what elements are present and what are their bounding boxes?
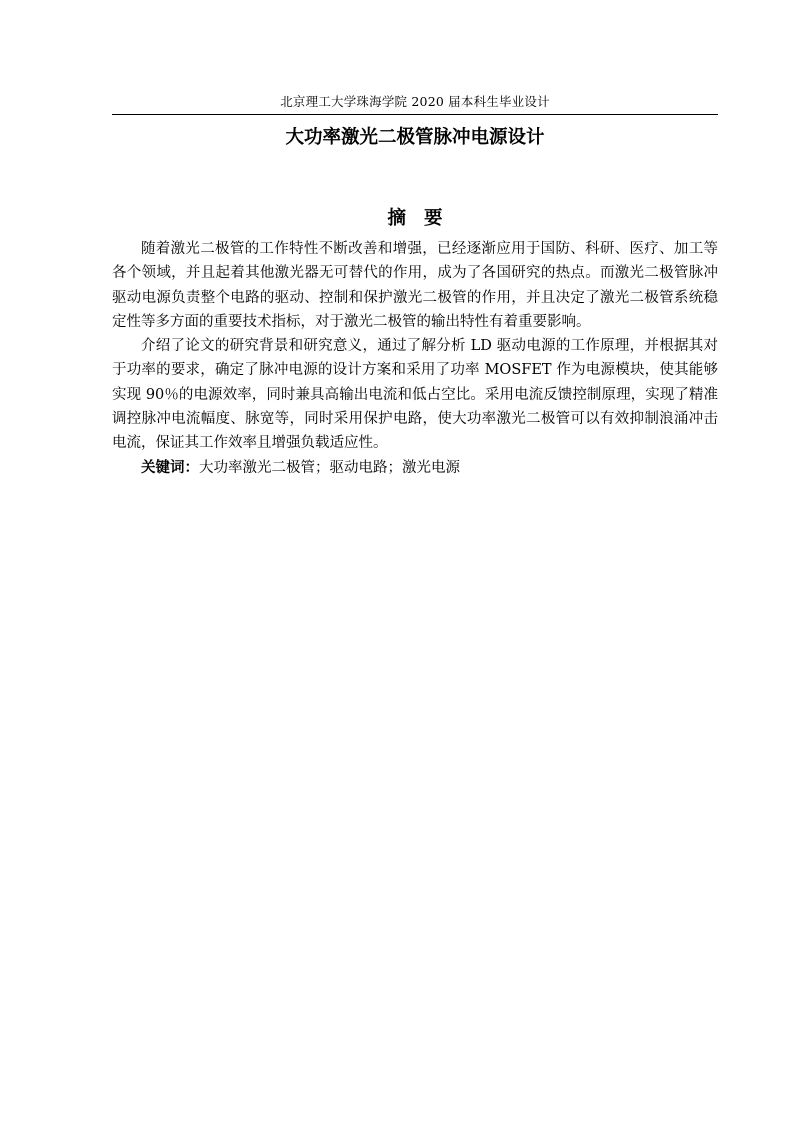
header-divider xyxy=(112,114,718,115)
keywords-label: 关键词： xyxy=(141,459,199,476)
abstract-heading-char-1: 摘 xyxy=(387,208,406,229)
keywords-line xyxy=(112,456,718,480)
abstract-heading xyxy=(112,205,718,233)
running-header: 北京理工大学珠海学院 2020 届本科生毕业设计 xyxy=(280,94,550,109)
keywords-text: 大功率激光二极管；驱动电路；激光电源 xyxy=(199,459,460,476)
abstract-body xyxy=(112,237,718,480)
thesis-title: 大功率激光二极管脉冲电源设计 xyxy=(285,127,545,148)
abstract-heading-char-2: 要 xyxy=(424,208,443,229)
abstract-paragraph-2: 介绍了论文的研究背景和研究意义，通过了解分析 LD 驱动电源的工作原理，并根据其对于功率的要求，确定了脉冲电源的设计方案和采用了功率 MOSFET 作为电源模块，使其能够实现 90％的电源效率，同时兼具高输出电流和低占空比。采用电流反馈控制原理，实现了精准调控脉冲电流幅度、脉宽等，同时采用保护电路，使大功率激光二极管可以有效抑制浪涌冲击电流，保证其工作效率且增强负载适应性。 xyxy=(112,338,718,452)
abstract-paragraph-1: 随着激光二极管的工作特性不断改善和增强，已经逐渐应用于国防、科研、医疗、加工等各个领域，并且起着其他激光器无可替代的作用，成为了各国研究的热点。而激光二极管脉冲驱动电源负责整个电路的驱动、控制和保护激光二极管的作用，并且决定了激光二极管系统稳定性等多方面的重要技术指标，对于激光二极管的输出特性有着重要影响。 xyxy=(112,241,718,330)
